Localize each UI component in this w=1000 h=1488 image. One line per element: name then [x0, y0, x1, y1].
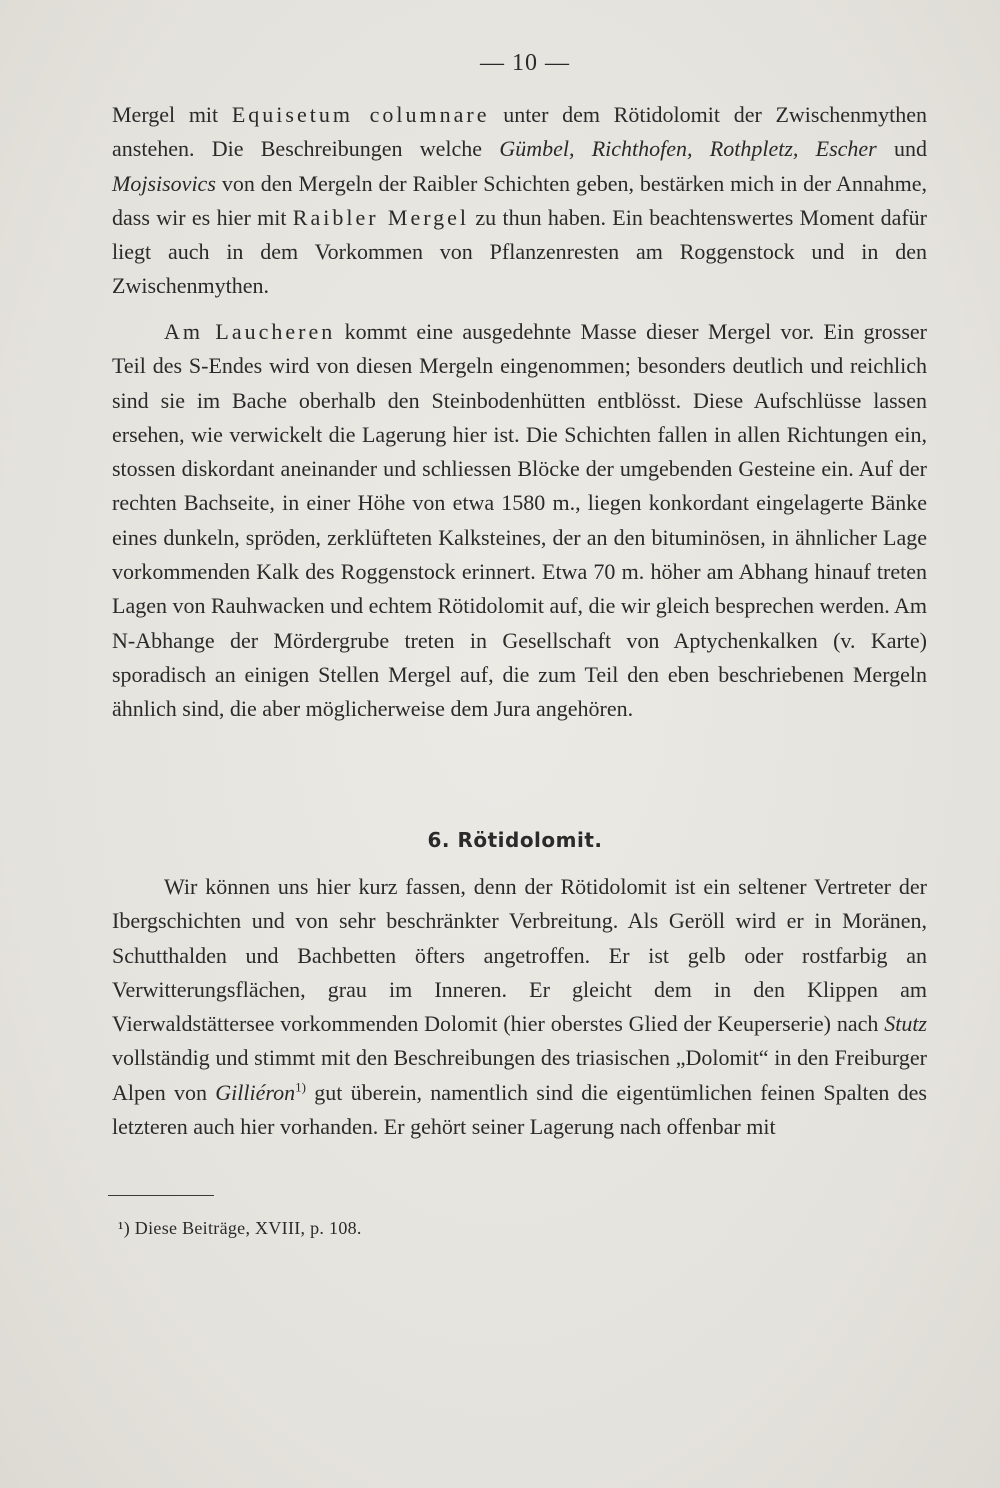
emphasized-term: Raibler Mergel: [292, 204, 470, 230]
author-names: Gümbel, Richthofen, Rothpletz, Escher: [499, 136, 877, 162]
footnote: [118, 1218, 362, 1239]
footnote-reference: 1): [295, 1079, 306, 1095]
author-name: Mojsisovics: [112, 170, 216, 196]
text-run: unter dem Rötidolomit der Zwischenmythen anstehen. Die Beschreibungen welche: [112, 102, 927, 162]
footnote-marker: ¹): [118, 1218, 130, 1238]
text-run: gut überein, namentlich sind die eigentümlichen feinen Spalten des letzteren auch hier vorhanden. Er gehört seiner Lagerung nach offenbar mit: [112, 1079, 927, 1140]
text-run: und: [876, 136, 928, 162]
text-run: kommt eine ausgedehnte Masse dieser Mergel vor. Ein grosser Teil des S-Endes wird von diesen Mergeln eingenommen; besonders deutlich und reichlich sind sie im Bache oberhalb den Steinbodenhütten entblösst. Diese Aufschlüsse lassen ersehen, wie verwickelt die Lagerung hier ist. Die Schichten fallen in allen Richtungen ein, stossen diskordant aneinander und schliessen Blöcke der umgebenden Gesteine ein. Auf der rechten Bachseite, in einer Höhe von etwa 1580 m., liegen konkordant eingelagerte Bänke eines dunkeln, spröden, zerklüfteten Kalksteines, der an den bituminösen, in ähnlicher Lage vorkommenden Kalk des Roggenstock erinnert. Etwa 70 m. höher am Abhang hinauf treten Lagen von Rauhwacken und echtem Rötidolomit auf, die wir gleich besprechen werden. Am N-Abhange der Mördergrube treten in Gesellschaft von Aptychenkalken (v. Karte) sporadisch an einigen Stellen Mergel auf, die zum Teil den eben beschriebenen Mergeln ähnlich sind, die aber möglicherweise dem Jura angehören.: [112, 319, 927, 722]
section-heading: 6. Rötidolomit.: [427, 828, 603, 852]
species-name: Equisetum columnare: [231, 102, 490, 127]
author-name: Stutz: [884, 1011, 927, 1037]
text-run: von den Mergeln der Raibler Schichten geben, bestärken mich in der Annahme, dass wir es hier mit: [112, 170, 927, 230]
author-name: Gilliéron: [215, 1079, 296, 1105]
footnote-text: Diese Beiträge, XVIII, p. 108.: [130, 1218, 362, 1238]
page-number: — 10 —: [480, 50, 570, 76]
paragraph-2: [112, 315, 927, 727]
emphasized-term: Am Laucheren: [164, 319, 336, 344]
paragraph-text: [112, 870, 927, 1144]
paragraph-3: [112, 870, 927, 1144]
paragraph-1: [112, 98, 927, 304]
text-run: Wir können uns hier kurz fassen, denn der Rötidolomit ist ein seltener Vertreter der Ibergschichten und von sehr beschränkter Verbreitung. Als Geröll wird er in Moränen, Schutthalden und Bachbetten öfters angetroffen. Er ist gelb oder rostfarbig an Verwitterungsflächen, grau im Inneren. Er gleicht dem in den Klippen am Vierwaldstättersee vorkommenden Dolomit (hier oberstes Glied der Keuperserie) nach: [112, 874, 927, 1037]
text-run: zu thun haben. Ein beachtenswertes Moment dafür liegt auch in dem Vorkommen von Pflanzenresten am Roggenstock und in den Zwischenmythen.: [112, 204, 927, 299]
paragraph-text: [112, 315, 927, 727]
footnote-divider: [108, 1195, 214, 1196]
text-run: Mergel mit: [112, 102, 232, 127]
text-run: vollständig und stimmt mit den Beschreibungen des triasischen „Dolomit“ in den Freiburger Alpen von: [112, 1045, 927, 1105]
paragraph-text: [112, 98, 927, 304]
